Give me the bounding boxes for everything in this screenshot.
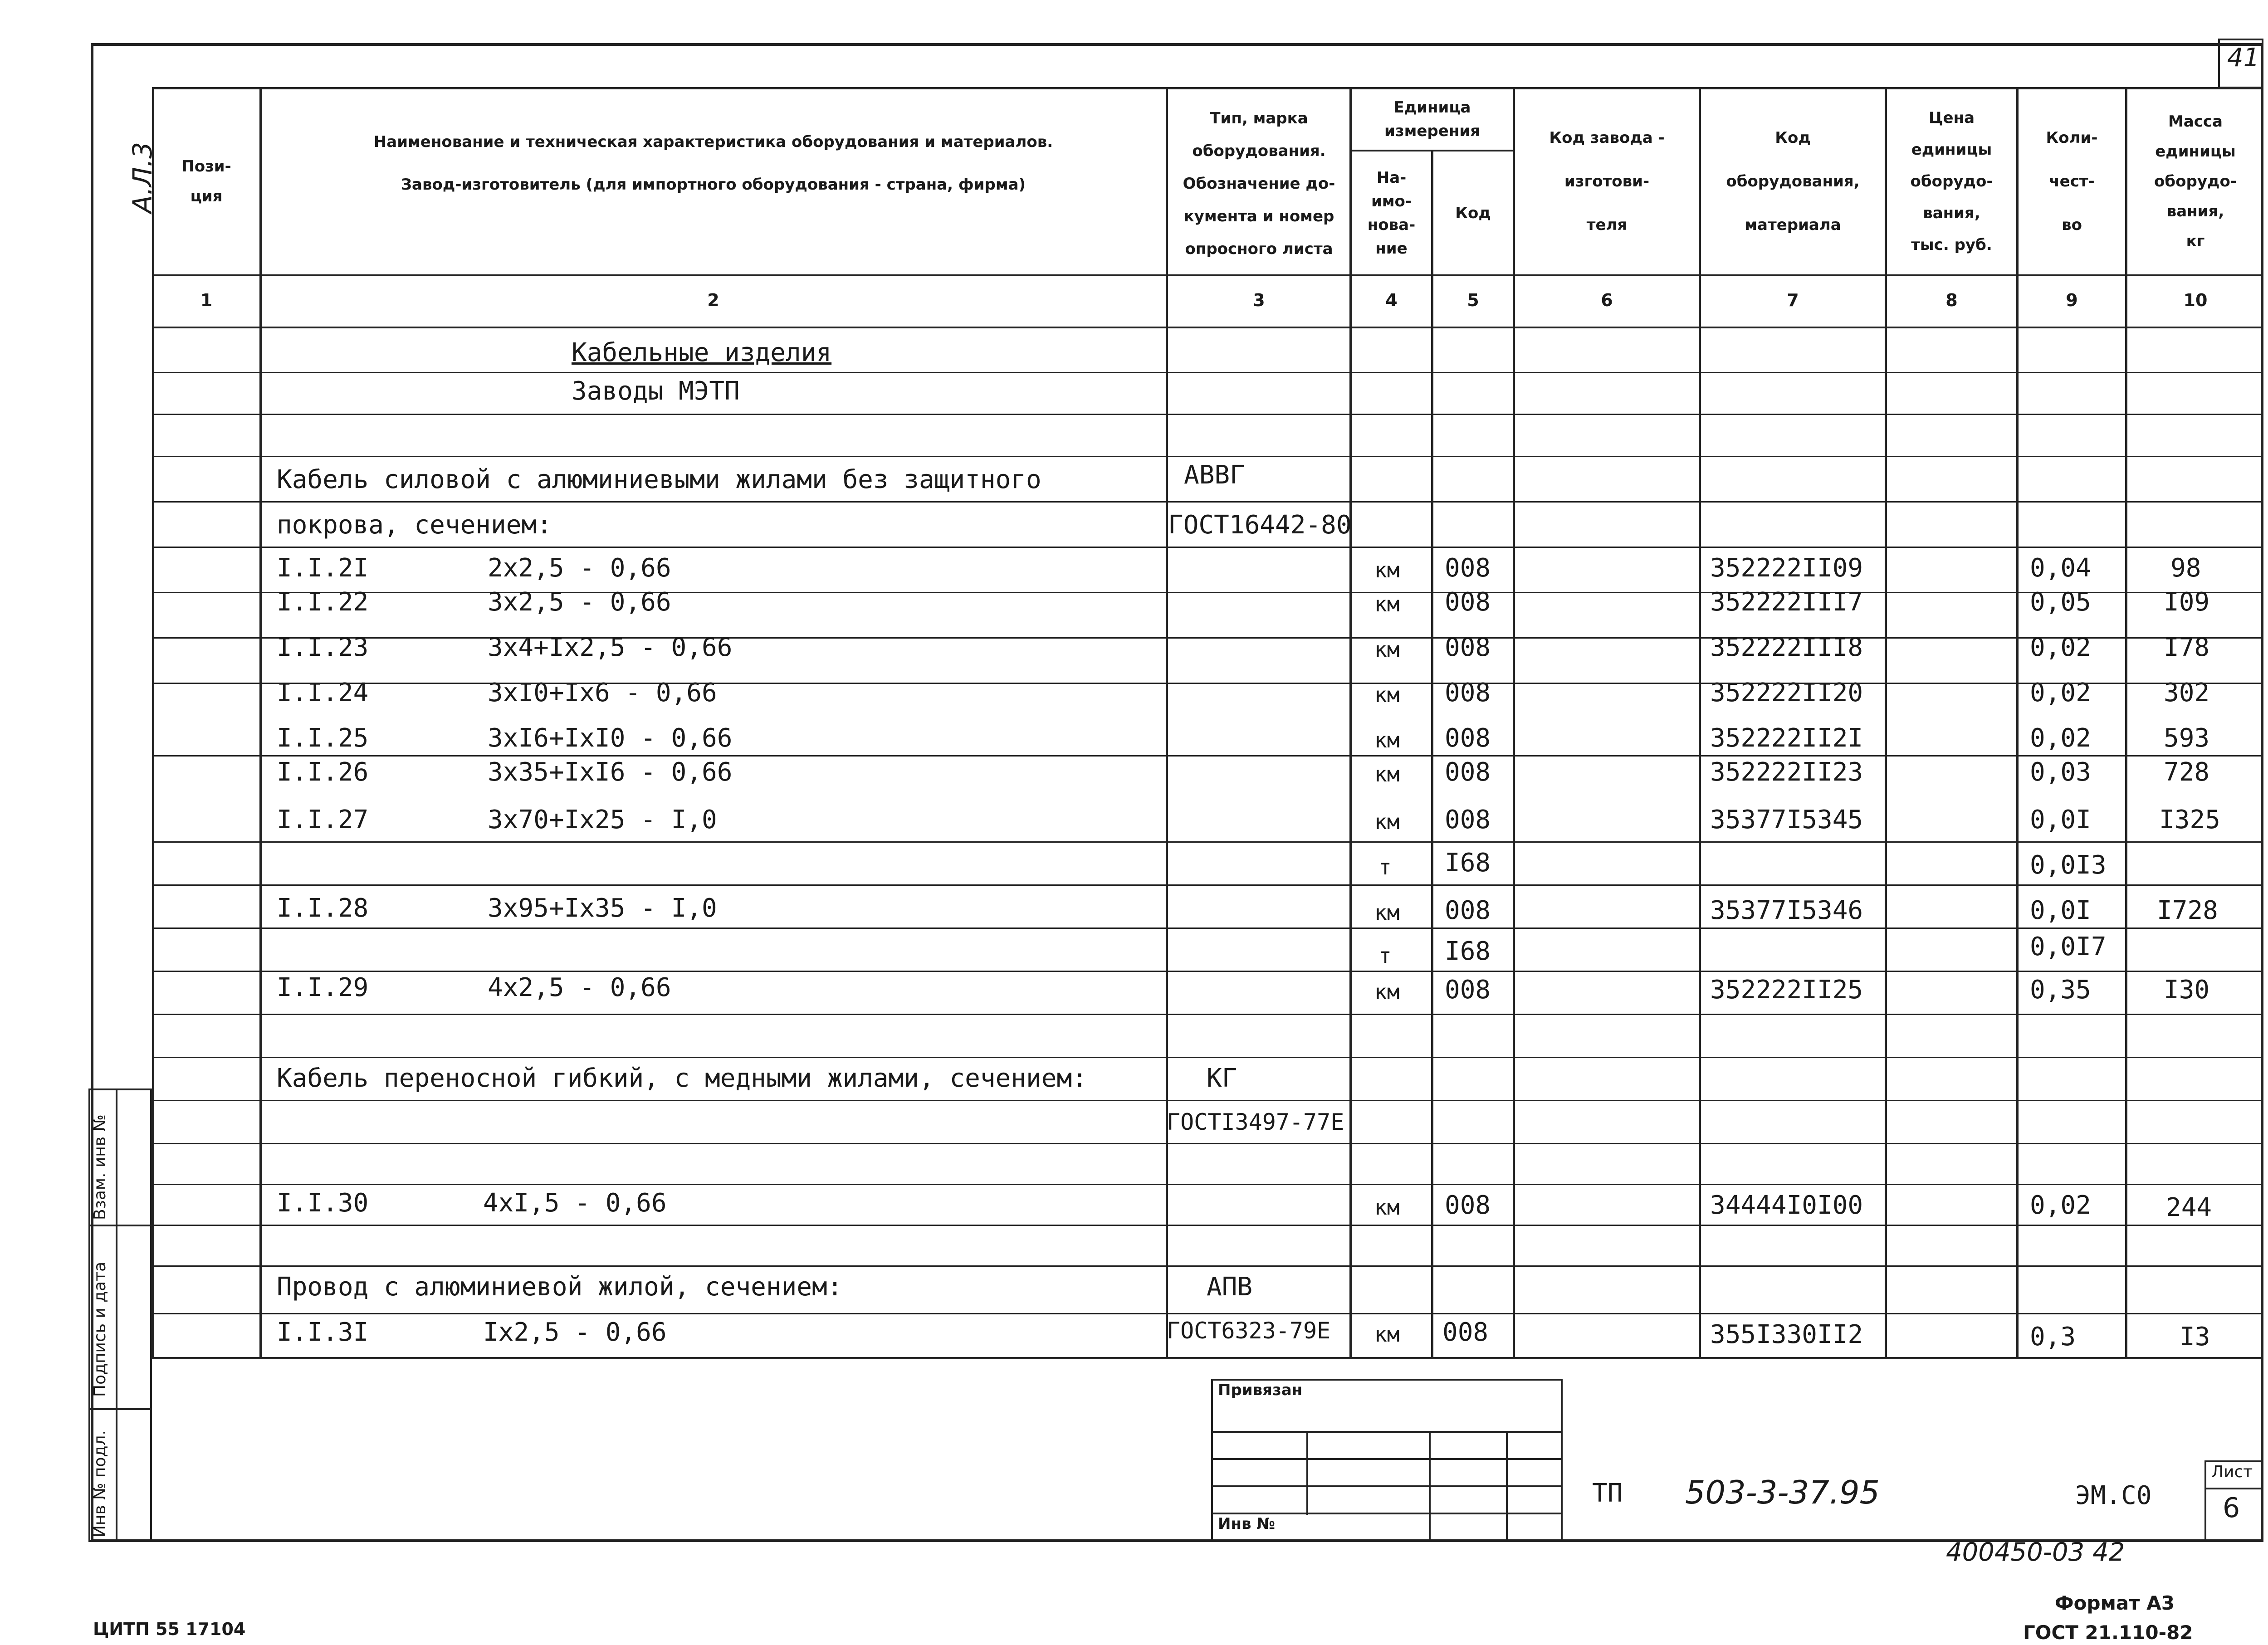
group2-type: КГ [1207, 1064, 1237, 1093]
row-position: I.I.29 [277, 973, 369, 1002]
colnum-4: 4 [1385, 290, 1398, 310]
header-name [263, 118, 1163, 209]
row-line [152, 372, 2263, 373]
row-line [152, 414, 2263, 415]
row-unit-code: 008 [1445, 975, 1491, 1005]
group3-material-code: 355I330II2 [1710, 1320, 1863, 1349]
row-quantity: 0,03 [2030, 757, 2091, 787]
row-unit-code: 008 [1445, 723, 1491, 753]
group2-gost: ГОСТI3497-77Е [1167, 1109, 1344, 1135]
group3-position: I.I.3I [277, 1318, 369, 1347]
row-mass: I30 [2164, 975, 2210, 1005]
col-line-4 [1431, 150, 1433, 1359]
row-unit: км [1374, 900, 1400, 925]
inventory-label: Инв № [1218, 1515, 1276, 1533]
colnum-3: 3 [1253, 290, 1265, 310]
group1-line2: покрова, сечением: [277, 510, 552, 540]
row-position: I.I.22 [277, 587, 369, 617]
col-line-1 [259, 87, 262, 1359]
header-name-line1: Наименование и техническая характеристика оборудования и материалов. [373, 133, 1053, 151]
group3-type: АПВ [1207, 1272, 1253, 1302]
row-mass: 98 [2170, 553, 2201, 583]
row-line [152, 1265, 2263, 1267]
header-material-code: Код оборудования, материала [1726, 129, 1860, 234]
row-spec: 3хI6+IхI0 - 0,66 [488, 723, 733, 753]
binding-line [1211, 1485, 1563, 1487]
side-stamp-line [88, 1225, 152, 1226]
row-quantity: 0,35 [2030, 975, 2091, 1005]
table-frame [152, 87, 2263, 1359]
sheet-box-line [2204, 1488, 2263, 1489]
row-spec: 2х2,5 - 0,66 [488, 553, 671, 583]
side-label-signature: Подпись и дата [91, 1261, 109, 1397]
row-spec: 3х95+Iх35 - I,0 [488, 893, 717, 923]
row-unit-code: 008 [1445, 553, 1491, 583]
group2-material-code: 34444I0I00 [1710, 1191, 1863, 1220]
row-material-code: 352222II20 [1710, 678, 1863, 708]
group3-quantity: 0,3 [2030, 1322, 2076, 1352]
col-line-2 [1166, 87, 1168, 1359]
row-mass: 593 [2164, 723, 2210, 753]
row-position: I.I.28 [277, 893, 369, 923]
side-stamp-divider [116, 1089, 117, 1542]
row-quantity: 0,02 [2030, 723, 2091, 753]
row-line [152, 884, 2263, 886]
row-unit: т [1379, 943, 1392, 968]
group3-unit-code: 008 [1442, 1318, 1489, 1347]
document-number: 503-3-37.95 [1685, 1474, 1880, 1511]
row-unit-code: 008 [1445, 587, 1491, 617]
row-unit: км [1374, 683, 1400, 707]
binding-label: Привязан [1218, 1381, 1303, 1399]
row-unit-code: 008 [1445, 757, 1491, 787]
group1-line1: Кабель силовой с алюминиевыми жилами без защитного [277, 465, 1041, 494]
document-code: ЭМ.С0 [2075, 1481, 2152, 1510]
row-spec: 3х70+Iх25 - I,0 [488, 805, 717, 835]
row-mass: 302 [2164, 678, 2210, 708]
row-unit-code: 008 [1445, 805, 1491, 835]
row-quantity: 0,02 [2030, 633, 2091, 662]
row-mass: 728 [2164, 757, 2210, 787]
archive-number: 400450-03 42 [1946, 1538, 2125, 1567]
row-mass: I728 [2157, 896, 2218, 925]
row-line [152, 1143, 2263, 1144]
header-name-line2: Завод-изготовитель (для импортного оборудования - страна, фирма) [401, 176, 1026, 194]
row-spec: 3х4+Iх2,5 - 0,66 [488, 633, 733, 662]
row-position: I.I.23 [277, 633, 369, 662]
row-unit-code: I68 [1445, 848, 1491, 878]
row-material-code: 352222II23 [1710, 757, 1863, 787]
row-line [152, 683, 2263, 684]
footer-left: ЦИТП 55 17104 [93, 1619, 246, 1639]
row-spec: 4х2,5 - 0,66 [488, 973, 671, 1002]
group3-mass: I3 [2180, 1322, 2210, 1352]
row-unit: км [1374, 728, 1400, 752]
colnum-bottom-line [152, 327, 2263, 328]
row-quantity: 0,02 [2030, 678, 2091, 708]
row-material-code: 35377I5345 [1710, 805, 1863, 835]
row-unit: км [1374, 637, 1400, 662]
row-quantity: 0,0I [2030, 805, 2091, 835]
side-label-replacement: Взам. инв № [91, 1114, 109, 1220]
binding-divider [1506, 1431, 1508, 1542]
side-mark: А.Л.3 [127, 142, 158, 213]
row-line [152, 456, 2263, 457]
header-unit-code: Код [1455, 204, 1491, 222]
colnum-8: 8 [1945, 290, 1958, 310]
row-material-code: 352222III7 [1710, 587, 1863, 617]
row-position: I.I.25 [277, 723, 369, 753]
group2-line1: Кабель переносной гибкий, с медными жилами, сечением: [277, 1064, 1087, 1093]
row-position: I.I.24 [277, 678, 369, 708]
row-position: I.I.27 [277, 805, 369, 835]
group2-quantity: 0,02 [2030, 1191, 2091, 1220]
row-line [152, 1014, 2263, 1015]
col-line-7 [1885, 87, 1887, 1359]
group3-line1: Провод с алюминиевой жилой, сечением: [277, 1272, 843, 1302]
row-line [152, 841, 2263, 843]
tp-label: ТП [1592, 1479, 1623, 1508]
sheet-label: Лист [2211, 1463, 2253, 1481]
header-price: Цена единицы оборудо- вания, тыс. руб. [1910, 109, 1993, 254]
row-line [152, 592, 2263, 593]
colnum-7: 7 [1787, 290, 1799, 310]
group1-gost: ГОСТ16442-80 [1168, 510, 1352, 540]
binding-line [1211, 1431, 1563, 1433]
header-unit: Единица измерения [1384, 98, 1480, 140]
row-material-code: 352222II09 [1710, 553, 1863, 583]
row-mass: I325 [2159, 805, 2220, 835]
group3-unit: км [1374, 1322, 1400, 1347]
group2-spec: 4хI,5 - 0,66 [483, 1188, 667, 1218]
row-material-code: 352222III8 [1710, 633, 1863, 662]
row-spec: 3хI0+Iх6 - 0,66 [488, 678, 717, 708]
col-line-6 [1699, 87, 1701, 1359]
sheet-number-top: 41 [2227, 43, 2260, 73]
col-line-3 [1349, 87, 1352, 1359]
row-line [152, 1057, 2263, 1058]
header-mass: Масса единицы оборудо- вания, кг [2154, 112, 2237, 250]
section-subtitle: Заводы МЭТП [572, 376, 740, 406]
row-unit-code: 008 [1445, 633, 1491, 662]
colnum-10: 10 [2183, 290, 2208, 310]
row-material-code: 35377I5346 [1710, 896, 1863, 925]
row-line [152, 1100, 2263, 1101]
row-mass: I09 [2164, 587, 2210, 617]
binding-divider [1306, 1431, 1308, 1515]
row-unit: км [1374, 980, 1400, 1004]
group2-position: I.I.30 [277, 1188, 369, 1218]
row-line [152, 547, 2263, 548]
colnum-9: 9 [2066, 290, 2078, 310]
row-quantity: 0,04 [2030, 553, 2091, 583]
col-line-9 [2125, 87, 2127, 1359]
header-type: Тип, марка оборудования. Обозначение до- кумента и номер опросного листа [1183, 109, 1335, 258]
header-bottom-line [152, 274, 2263, 276]
row-unit-code: 008 [1445, 896, 1491, 925]
side-label-inventory: Инв № подл. [91, 1430, 109, 1538]
header-quantity: Коли- чест- во [2046, 129, 2098, 234]
col-line-8 [2016, 87, 2019, 1359]
colnum-2: 2 [707, 290, 719, 310]
colnum-5: 5 [1467, 290, 1479, 310]
row-quantity: 0,0I [2030, 896, 2091, 925]
row-unit: т [1379, 855, 1392, 879]
row-line [152, 637, 2263, 639]
row-mass: I78 [2164, 633, 2210, 662]
row-line [152, 1313, 2263, 1314]
header-manufacturer-code: Код завода - изготови- теля [1549, 129, 1665, 234]
section-title-text: Кабельные изделия [572, 338, 832, 367]
sheet-number: 6 [2223, 1492, 2240, 1524]
format-label: Формат А3 [2055, 1592, 2175, 1614]
row-quantity: 0,0I3 [2030, 850, 2107, 880]
gost-footer: ГОСТ 21.110-82 [2023, 1621, 2193, 1644]
row-position: I.I.26 [277, 757, 369, 787]
group1-type: АВВГ [1184, 460, 1245, 490]
row-line [152, 927, 2263, 929]
group2-unit-code: 008 [1445, 1191, 1491, 1220]
section-title [572, 338, 831, 367]
row-line [152, 755, 2263, 757]
row-line [152, 971, 2263, 972]
row-material-code: 352222II25 [1710, 975, 1863, 1005]
row-line [152, 1184, 2263, 1185]
binding-divider [1429, 1431, 1431, 1542]
row-material-code: 352222II2I [1710, 723, 1863, 753]
header-position: Пози- ция [181, 157, 231, 205]
group2-mass: 244 [2166, 1193, 2212, 1222]
group2-unit: км [1374, 1195, 1400, 1220]
row-unit-code: I68 [1445, 937, 1491, 966]
row-line [152, 1225, 2263, 1226]
binding-line [1211, 1513, 1563, 1514]
header-unit-name: На- имо- нова- ние [1367, 169, 1416, 258]
row-spec: 3х2,5 - 0,66 [488, 587, 671, 617]
row-quantity: 0,0I7 [2030, 932, 2107, 962]
col-line-5 [1513, 87, 1515, 1359]
group3-gost: ГОСТ6323-79Е [1167, 1318, 1331, 1344]
row-unit-code: 008 [1445, 678, 1491, 708]
row-unit: км [1374, 762, 1400, 786]
colnum-1: 1 [200, 290, 213, 310]
row-unit: км [1374, 558, 1400, 582]
group3-spec: Iх2,5 - 0,66 [483, 1318, 667, 1347]
side-stamp-line [88, 1408, 152, 1410]
colnum-6: 6 [1601, 290, 1613, 310]
row-line [152, 501, 2263, 503]
row-position: I.I.2I [277, 553, 369, 583]
row-quantity: 0,05 [2030, 587, 2091, 617]
row-unit: км [1374, 810, 1400, 834]
row-unit: км [1374, 592, 1400, 616]
row-spec: 3х35+IхI6 - 0,66 [488, 757, 733, 787]
binding-line [1211, 1458, 1563, 1460]
